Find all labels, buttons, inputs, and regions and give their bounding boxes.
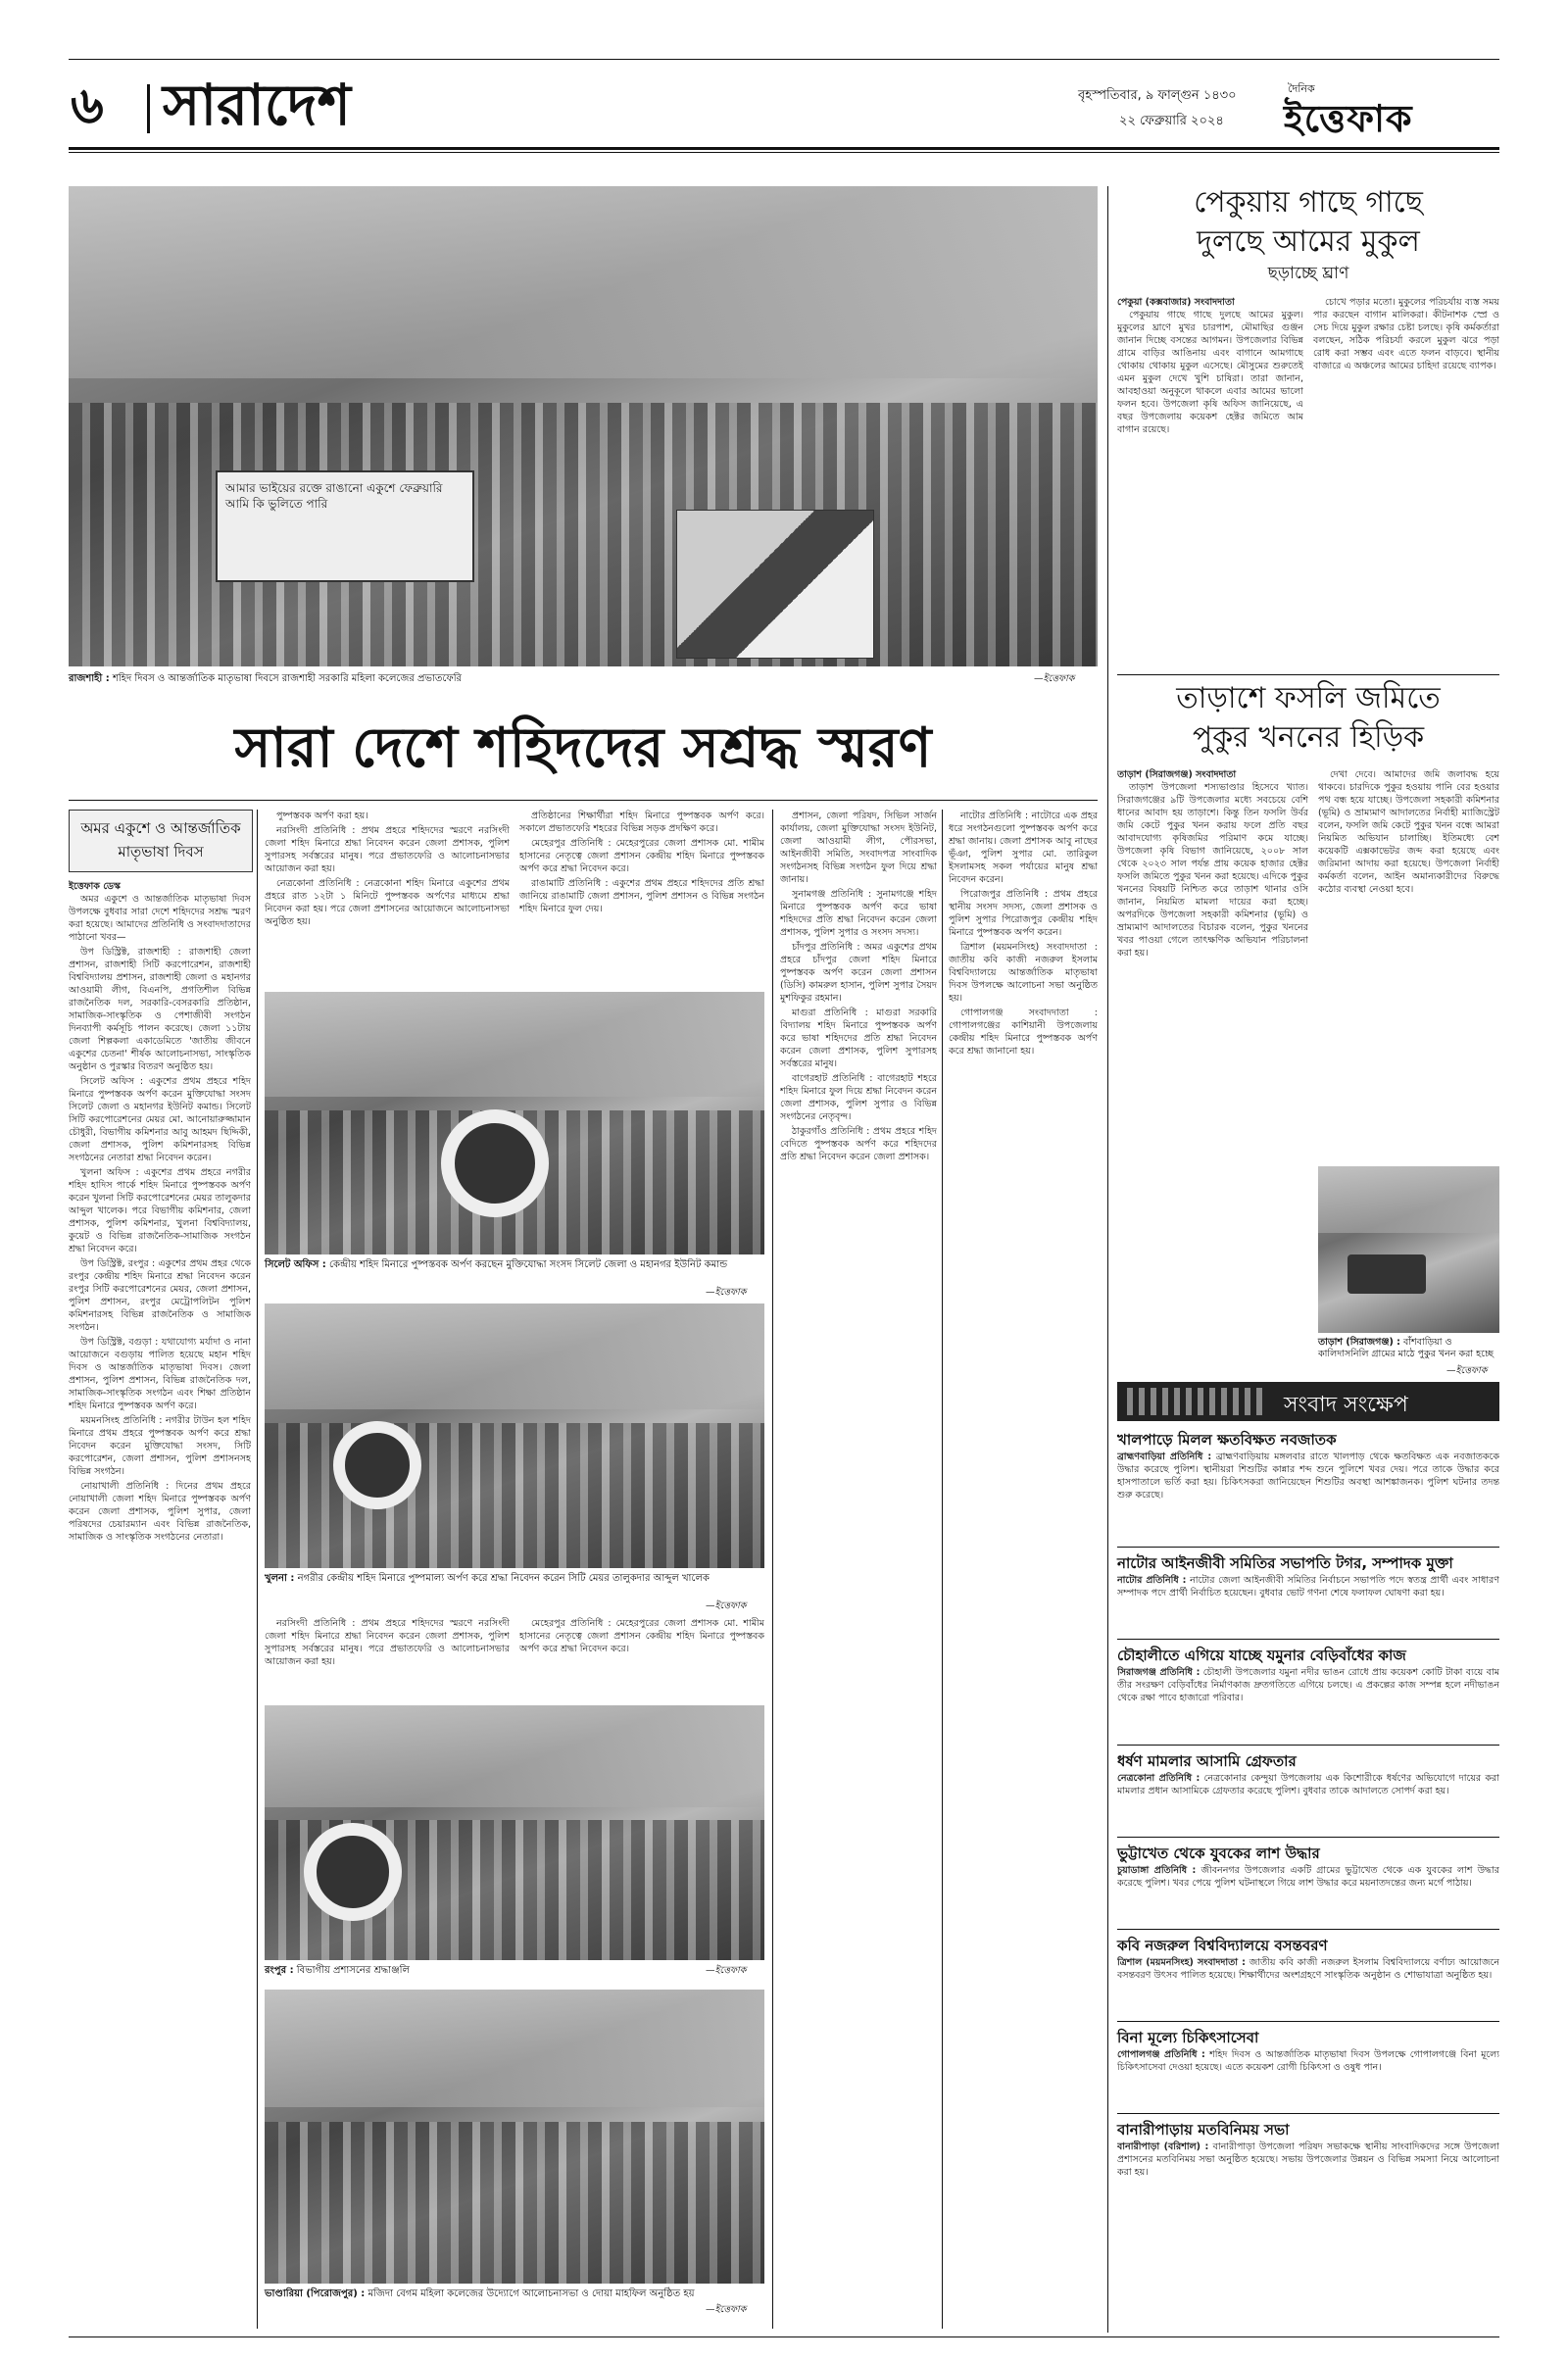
lead-headline: সারা দেশে শহিদদের সশ্রদ্ধ স্মরণ <box>234 715 932 780</box>
brief-text: ব্রাহ্মণবাড়িয়ায় মঙ্গলবার রাতে খালপাড় থেকে ক্ষতবিক্ষত এক নবজাতককে উদ্ধার করেছে পুলিশ। স্থানীয়রা শিশুটির কান্নার শব্দ শুনে পুলিশে খবর দেয়। পরে তাকে উদ্ধার করে হাসপাতালে ভর্তি করা হয়। চিকিৎসকরা জানিয়েছেন শিশুটির অবস্থা আশঙ্কাজনক। পুলিশ ঘটনার তদন্ত শুরু করেছে। <box>1117 1451 1499 1500</box>
lead-col5-para: নাটোর প্রতিনিধি : নাটোরে এক প্রহর ধরে সংগঠনগুলো পুষ্পস্তবক অর্পণ করে শ্রদ্ধা জানায়। জেলা প্রশাসক আবু নাছের ভূঁঞা, পুলিশ সুপার মো. তারিকুল ইসলামসহ সকল পর্যায়ের মানুষ শ্রদ্ধা নিবেদন করেন। <box>949 811 1098 885</box>
brief-body <box>1117 2140 1499 2229</box>
masthead-rule <box>69 147 1499 150</box>
brief-place: নাটোর প্রতিনিধি : <box>1117 1575 1187 1586</box>
lead-col3-para: রাঙামাটি প্রতিনিধি : একুশের প্রথম প্রহরে শহিদদের প্রতি শ্রদ্ধা জানিয়ে রাঙামাটি জেলা প্রশাসন, পুলিশ প্রশাসন ও বিভিন্ন সংগঠন শহিদ মিনারে ফুল দেয়। <box>519 878 764 914</box>
sidebar-divider <box>1107 186 1108 2333</box>
sylhet-caption <box>265 1258 764 1271</box>
caption-text: কেন্দ্রীয় শহিদ মিনারে পুষ্পস্তবক অর্পণ করছেন মুক্তিযোদ্ধা সংসদ সিলেট জেলা ও মহানগর ইউনিট কমান্ড <box>328 1259 728 1270</box>
briefs-banner-title: সংবাদ সংক্ষেপ <box>1284 1393 1408 1417</box>
lead-col5-para: পিরোজপুর প্রতিনিধি : প্রথম প্রহরে স্থানীয় সংসদ সদস্য, জেলা প্রশাসক ও পুলিশ সুপার পিরোজপুর কেন্দ্রীয় শহিদ মিনারে পুষ্পস্তবক অর্পণ করেন। <box>949 889 1098 938</box>
lead-col4-para: ঠাকুরগাঁও প্রতিনিধি : প্রথম প্রহরে শহিদ বেদিতে পুষ্পস্তবক অর্পণ করে শহিদদের প্রতি শ্রদ্ধা নিবেদন করেন জেলা প্রশাসক। <box>780 1126 937 1162</box>
headline-rule <box>69 800 1098 801</box>
brief-text: নাটোর জেলা আইনজীবী সমিতির নির্বাচনে সভাপতি পদে স্বতন্ত্র প্রার্থী এবং সাধারণ সম্পাদক পদে প্রার্থী নির্বাচিত হয়েছেন। বুধবার ভোট গণনা শেষে ফলাফল ঘোষণা করা হয়। <box>1117 1575 1499 1599</box>
kicker-text: অমর একুশে ও আন্তর্জাতিক মাতৃভাষা দিবস <box>80 819 241 861</box>
lead-col3-para: প্রতিষ্ঠানের শিক্ষার্থীরা শহিদ মিনারে পুষ্পস্তবক অর্পণ করে। সকালে প্রভাতফেরি শহরের বিভিন্ন সড়ক প্রদক্ষিণ করে। <box>519 811 764 834</box>
lead-col-3 <box>519 810 764 986</box>
col-divider <box>942 810 943 2329</box>
brief-body <box>1117 1772 1499 1835</box>
mango-col-2 <box>1313 296 1499 668</box>
brief-place: সিরাজগঞ্জ প্রতিনিধি : <box>1117 1667 1200 1678</box>
pond-col-1 <box>1117 768 1308 1376</box>
lead-col4-para: সুনামগঞ্জ প্রতিনিধি : সুনামগঞ্জে শহিদ মিনারে পুষ্পস্তবক অর্পণ করে ভাষা শহিদদের প্রতি শ্রদ্ধা নিবেদন করেন জেলা প্রশাসক, পুলিশ সুপার ও সংসদ সদস্য। <box>780 889 937 938</box>
brief-text: জীবননগর উপজেলার একটি গ্রামের ভুট্টাখেত থেকে এক যুবকের লাশ উদ্ধার করেছে পুলিশ। খবর পেয়ে পুলিশ ঘটনাস্থলে গিয়ে লাশ উদ্ধার করে ময়নাতদন্তের জন্য মর্গে পাঠায়। <box>1117 1865 1499 1889</box>
brief-place: ব্রাহ্মণবাড়িয়া প্রতিনিধি : <box>1117 1451 1212 1462</box>
lead-col3-para: মেহেরপুর প্রতিনিধি : মেহেরপুরের জেলা প্রশাসক মো. শামীম হাসানের নেতৃত্বে জেলা প্রশাসন কেন্দ্রীয় শহিদ মিনারে পুষ্পস্তবক অর্পণ করে শ্রদ্ধা নিবেদন করে। <box>519 1618 764 1654</box>
brief-body <box>1117 1574 1499 1637</box>
brief-text: শহিদ দিবস ও আন্তর্জাতিক মাতৃভাষা দিবস উপলক্ষে গোপালগঞ্জে বিনা মূল্যে চিকিৎসাসেবা দেওয়া হয়েছে। এতে কয়েকশ রোগী চিকিৎসা ও ওষুধ পান। <box>1117 2049 1499 2073</box>
pond-headline-1: তাড়াশে ফসলি জমিতে <box>1176 681 1441 715</box>
banner-in-photo <box>216 470 474 582</box>
brief-body <box>1117 1666 1499 1743</box>
logo-small: দৈনিক <box>1288 82 1315 95</box>
col-divider <box>772 810 773 2329</box>
lead-col-2b <box>265 1617 510 1696</box>
lead-byline: ইত্তেফাক ডেস্ক <box>69 881 121 892</box>
lead-col-4 <box>780 810 937 2329</box>
caption-text: বিভাগীয় প্রশাসনের শ্রদ্ধাঞ্জলি <box>296 1965 410 1976</box>
date-bengali: বৃহস্পতিবার, ৯ ফাল্গুন ১৪৩০ <box>1078 88 1237 103</box>
brief-place: চুয়াডাঙ্গা প্রতিনিধি : <box>1117 1865 1197 1876</box>
khulna-photo <box>265 1303 764 1568</box>
section-title: সারাদেশ <box>163 72 351 138</box>
briefs-banner-decoration <box>1127 1388 1264 1415</box>
top-rule <box>69 59 1499 60</box>
rangpur-caption <box>265 1964 657 1977</box>
col-divider <box>257 810 258 2329</box>
caption-place: তাড়াশ (সিরাজগঞ্জ) : <box>1318 1337 1400 1348</box>
bhandaria-photo <box>265 1990 764 2284</box>
sylhet-credit: —ইত্তেফাক <box>706 1287 747 1298</box>
caption-place: ভাণ্ডারিয়া (পিরোজপুর) : <box>265 2288 366 2299</box>
story-rule <box>1117 674 1499 675</box>
brief-title: বানারীপাড়ায় মতবিনিময় সভা <box>1117 2121 1290 2139</box>
lead-col4-para: চাঁদপুর প্রতিনিধি : অমর একুশের প্রথম প্রহরে চাঁদপুর জেলা শহিদ মিনারে পুষ্পস্তবক অর্পণ করেন জেলা প্রশাসন (ডিসি) কামরুল হাসান, পুলিশ সুপার সৈয়দ মুশফিকুর রহমান। <box>780 942 937 1004</box>
sylhet-photo <box>265 992 764 1254</box>
brief-body <box>1117 1451 1499 1545</box>
caption-text: নগরীর কেন্দ্রীয় শহিদ মিনারে পুষ্পমাল্য অর্পণ করে শ্রদ্ধা নিবেদন করেন সিটি মেয়র তালুকদার আব্দুল খালেক <box>297 1573 710 1584</box>
mango-headline-2: দুলছে আমের মুকুল <box>1197 224 1420 259</box>
caption-text: শহিদ দিবস ও আন্তর্জাতিক মাতৃভাষা দিবসে রাজশাহী সরকারি মহিলা কলেজের প্রভাতফেরি <box>112 673 463 684</box>
khulna-credit: —ইত্তেফাক <box>706 1600 747 1611</box>
date-english: ২২ ফেব্রুয়ারি ২০২৪ <box>1119 114 1224 128</box>
lead-col4-para: প্রশাসন, জেলা পরিষদ, সিভিল সার্জন কার্যালয়, জেলা মুক্তিযোদ্ধা সংসদ ইউনিট, জেলা আওয়ামী লীগ, পৌরসভা, আইনজীবী সমিতি, সংবাদপত্র সাংবাদিক সংগঠনসহ বিভিন্ন সংগঠন ফুল দিয়ে শ্রদ্ধা জানায়। <box>780 811 937 885</box>
brief-place: ত্রিশাল (ময়মনসিংহ) সংবাদদাতা : <box>1117 1957 1246 1968</box>
excavator-in-photo <box>1348 1254 1426 1294</box>
pond-col-2 <box>1318 768 1499 1160</box>
wreath-in-photo <box>333 1421 421 1509</box>
lead-col3-para: মেহেরপুর প্রতিনিধি : মেহেরপুরের জেলা প্রশাসক মো. শামীম হাসানের নেতৃত্বে জেলা প্রশাসন কেন্দ্রীয় শহিদ মিনারে পুষ্পস্তবক অর্পণ করে শ্রদ্ধা নিবেদন করে। <box>519 838 764 874</box>
lead-col-3b <box>519 1617 764 1696</box>
brief-body <box>1117 1956 1499 2019</box>
brief-place: নেত্রকোনা প্রতিনিধি : <box>1117 1773 1200 1784</box>
brief-rule <box>1117 2021 1499 2022</box>
flag-in-photo <box>676 510 874 659</box>
rangpur-credit: —ইত্তেফাক <box>706 1965 747 1976</box>
lead-col2-para: নরসিংদী প্রতিনিধি : প্রথম প্রহরে শহিদদের স্মরণে নরসিংদী জেলা শহিদ মিনারে শ্রদ্ধা নিবেদন করেন জেলা প্রশাসক, পুলিশ সুপারসহ সর্বস্তরের মানুষ। পরে প্রভাতফেরি ও আলোচনাসভার আয়োজন করা হয়। <box>265 1618 510 1667</box>
tarash-credit: —ইত্তেফাক <box>1446 1365 1488 1376</box>
mango-para: চোখে পড়ার মতো। মুকুলের পরিচর্যায় ব্যস্ত সময় পার করছেন বাগান মালিকরা। কীটনাশক স্প্রে ও সেচ দিয়ে মুকুল রক্ষার চেষ্টা চলছে। কৃষি কর্মকর্তারা বলছেন, সঠিক পরিচর্যা করলে মুকুল ঝরে পড়া রোধ করা সম্ভব এবং এতে ফলন বাড়বে। স্থানীয় বাজারে এ অঞ্চলের আমের চাহিদা রয়েছে ব্যাপক। <box>1313 297 1499 371</box>
brief-title: ভুট্টাখেত থেকে যুবকের লাশ উদ্ধার <box>1117 1845 1320 1862</box>
caption-place: খুলনা : <box>265 1573 295 1584</box>
brief-title: চৌহালীতে এগিয়ে যাচ্ছে যমুনার বেড়িবাঁধের কাজ <box>1117 1647 1406 1664</box>
pond-para: তাড়াশ উপজেলা শস্যভাণ্ডার হিসেবে খ্যাত। সিরাজগঞ্জের ৯টি উপজেলার মধ্যে সবচেয়ে বেশি ধানের আবাদ হয় তাড়াশে। কিন্তু তিন ফসলি উর্বর জমি কেটে পুকুর খনন করায় ফলে প্রতি বছর আবাদযোগ্য কৃষিজমির পরিমাণ কমে যাচ্ছে। উপজেলা কৃষি বিভাগ জানিয়েছে, ২০০৮ সাল থেকে ২০২৩ সাল পর্যন্ত প্রায় কয়েক হাজার হেক্টর ফসলি জমিতে পুকুর খনন করা হয়েছে। এদিকে পুকুর খননের বিষয়টি নিশ্চিত করে তাড়াশ থানার ওসি জানান, নিয়মিত মামলা দায়ের করা হচ্ছে। অপরদিকে উপজেলা সহকারী কমিশনার (ভূমি) ও ভ্রাম্যমাণ আদালতের বিচারক বলেন, পুকুর খননের খবর পাওয়া গেলে তাৎক্ষণিক অভিযান পরিচালনা করা হয়। <box>1117 782 1308 959</box>
brief-text: চৌহালী উপজেলার যমুনা নদীর ভাঙন রোধে প্রায় কয়েকশ কোটি টাকা ব্যয়ে বাম তীর সংরক্ষণ বেড়িবাঁধের নির্মাণকাজ দ্রুতগতিতে এগিয়ে চলছে। এ প্রকল্পের কাজ সম্পন্ন হলে নদীভাঙন থেকে রক্ষা পাবে হাজারো পরিবার। <box>1117 1667 1499 1703</box>
pond-para: দেখা দেবে। আমাদের জমি জলাবদ্ধ হয়ে থাকবে। চারদিকে পুকুর হওয়ায় পানি বের হওয়ার পথ বন্ধ হয়ে যাচ্ছে। উপজেলা সহকারী কমিশনার (ভূমি) ও ভ্রাম্যমাণ আদালতের নির্বাহী ম্যাজিস্ট্রেট বলেন, ফসলি জমি কেটে পুকুর খনন বন্ধে আমরা নিয়মিত অভিযান চালাচ্ছি। ইতিমধ্যে বেশ কয়েকটি এক্সকাভেটর জব্দ করা হয়েছে এবং জরিমানা আদায় করা হয়েছে। উপজেলা নির্বাহী কর্মকর্তা বলেন, আইন অমান্যকারীদের বিরুদ্ধে কঠোর ব্যবস্থা নেওয়া হবে। <box>1318 769 1499 895</box>
brief-title: নাটোর আইনজীবী সমিতির সভাপতি টগর, সম্পাদক মুক্তা <box>1117 1554 1453 1572</box>
newspaper-logo <box>1284 78 1499 140</box>
lead-col1-para: খুলনা অফিস : একুশের প্রথম প্রহরে নগরীর শহিদ হাদিস পার্কে শহিদ মিনারে পুষ্পস্তবক অর্পণ করেন খুলনা সিটি করপোরেশনের মেয়র তালুকদার আব্দুল খালেক। পরে বিভাগীয় কমিশনার, জেলা প্রশাসক, পুলিশ কমিশনার, খুলনা বিশ্ববিদ্যালয়, কুয়েট ও বিভিন্ন রাজনৈতিক-সামাজিক সংগঠন শ্রদ্ধা নিবেদন করে। <box>69 1167 251 1254</box>
brief-rule <box>1117 1745 1499 1746</box>
briefs-banner <box>1117 1382 1499 1421</box>
masthead-divider <box>147 84 150 133</box>
lead-col1-para: সিলেট অফিস : একুশের প্রথম প্রহরে শহিদ মিনারে পুষ্পস্তবক অর্পণ করেন মুক্তিযোদ্ধা সংসদ সিলেট জেলা ও মহানগর ইউনিট কমান্ড। সিলেট সিটি করপোরেশনের মেয়র মো. আনোয়ারুজ্জামান চৌধুরী, বিভাগীয় কমিশনার আবু আহমদ ছিদ্দিকী, জেলা প্রশাসক, পুলিশ কমিশনারসহ বিভিন্ন সংগঠনের নেতারা শ্রদ্ধা নিবেদন করেন। <box>69 1076 251 1163</box>
brief-rule <box>1117 1929 1499 1930</box>
bhandaria-caption <box>265 2287 764 2300</box>
main-photo-caption <box>69 672 951 685</box>
brief-text: বানারীপাড়া উপজেলা পরিষদ সভাকক্ষে স্থানীয় সাংবাদিকদের সঙ্গে উপজেলা প্রশাসনের মতবিনিময় সভা অনুষ্ঠিত হয়েছে। সভায় উপজেলার উন্নয়ন ও বিভিন্ন সমস্যা নিয়ে আলোচনা করা হয়। <box>1117 2141 1499 2178</box>
brief-title: বিনা মূল্যে চিকিৎসাসেবা <box>1117 2029 1259 2046</box>
lead-col5-para: ত্রিশাল (ময়মনসিংহ) সংবাদদাতা : জাতীয় কবি কাজী নজরুল ইসলাম বিশ্ববিদ্যালয়ে আন্তর্জাতিক মাতৃভাষা দিবস উপলক্ষে আলোচনা সভা অনুষ্ঠিত হয়। <box>949 942 1098 1004</box>
main-photo <box>69 186 1098 666</box>
caption-text: মজিদা বেগম মহিলা কলেজের উদ্যোগে আলোচনাসভা ও দোয়া মাহফিল অনুষ্ঠিত হয় <box>368 2288 695 2299</box>
pond-headline-2: পুকুর খননের হিড়িক <box>1192 720 1425 755</box>
mango-headline-1: পেকুয়ায় গাছে গাছে <box>1194 185 1423 220</box>
lead-col1-para: উপ ডিস্ট্রিক্ট, রাজশাহী : রাজশাহী জেলা প্রশাসন, রাজশাহী সিটি করপোরেশন, রাজশাহী বিশ্ববিদ্যালয় প্রশাসন, রাজশাহী জেলা ও মহানগর আওয়ামী লীগ, বিএনপি, প্রগতিশীল বিভিন্ন রাজনৈতিক দল, সরকারি-বেসরকারি প্রতিষ্ঠান, সামাজিক-সাংস্কৃতিক ও পেশাজীবী সংগঠন দিনব্যাপী কর্মসূচি পালন করেছে। জেলা ১১টায় জেলা শিল্পকলা একাডেমিতে 'জাতীয় জীবনে একুশের চেতনা' শীর্ষক আলোচনাসভা, সাংস্কৃতিক অনুষ্ঠান ও পুরস্কার বিতরণ অনুষ্ঠিত হয়। <box>69 947 251 1072</box>
caption-place: সিলেট অফিস : <box>265 1259 326 1270</box>
brief-text: নেত্রকোনার কেন্দুয়া উপজেলায় এক কিশোরীকে ধর্ষণের অভিযোগে দায়ের করা মামলার প্রধান আসামিকে গ্রেফতার করেছে পুলিশ। বুধবার তাকে আদালতে সোপর্দ করা হয়। <box>1117 1773 1499 1796</box>
lead-col1-para: উপ ডিস্ট্রিক্ট, বগুড়া : যথাযোগ্য মর্যাদা ও নানা আয়োজনে বগুড়ায় পালিত হয়েছে মহান শহিদ দিবস ও আন্তর্জাতিক মাতৃভাষা দিবস। জেলা প্রশাসন, পুলিশ প্রশাসন, বিভিন্ন রাজনৈতিক দল, সামাজিক-সাংস্কৃতিক সংগঠন এবং শিক্ষা প্রতিষ্ঠান শহিদ মিনারে পুষ্পস্তবক অর্পণ করে। <box>69 1337 251 1411</box>
bottom-rule <box>69 2336 1499 2337</box>
caption-text: বাঁশবাড়িয়া ও কালিদাসনিলি গ্রামের মাঠে পুকুর খনন করা হচ্ছে <box>1318 1337 1494 1359</box>
brief-rule <box>1117 1547 1499 1548</box>
brief-title: খালপাড়ে মিলল ক্ষতবিক্ষত নবজাতক <box>1117 1431 1337 1449</box>
lead-col1-para: ময়মনসিংহ প্রতিনিধি : নগরীর টাউন হল শহিদ মিনারে প্রথম প্রহরে পুষ্পস্তবক অর্পণ করে শ্রদ্ধা নিবেদন করেন মুক্তিযোদ্ধা সংসদ, সিটি করপোরেশন, জেলা প্রশাসন, পুলিশ প্রশাসনসহ বিভিন্ন সংগঠন। <box>69 1415 251 1477</box>
lead-col2-para: পুষ্পস্তবক অর্পণ করা হয়। <box>276 811 368 821</box>
lead-col2-para: নরসিংদী প্রতিনিধি : প্রথম প্রহরে শহিদদের স্মরণে নরসিংদী জেলা শহিদ মিনারে শ্রদ্ধা নিবেদন করেন জেলা প্রশাসক, পুলিশ সুপারসহ সর্বস্তরের মানুষ। পরে প্রভাতফেরি ও আলোচনাসভার আয়োজন করা হয়। <box>265 825 510 874</box>
banner-text: আমার ভাইয়ের রক্তে রাঙানো একুশে ফেব্রুয়ারি আমি কি ভুলিতে পারি <box>225 481 443 511</box>
brief-place: গোপালগঞ্জ প্রতিনিধি : <box>1117 2049 1205 2060</box>
logo-text: ইত্তেফাক <box>1284 96 1413 140</box>
wreath-in-photo <box>304 1823 402 1921</box>
page-number: ৬ <box>71 75 104 135</box>
lead-col-1 <box>69 880 251 2331</box>
rangpur-photo <box>265 1705 764 1960</box>
khulna-caption <box>265 1572 764 1585</box>
brief-body <box>1117 1864 1499 1927</box>
masthead-rule-thin <box>69 152 1499 153</box>
brief-rule <box>1117 1639 1499 1640</box>
brief-place: বানারীপাড়া (বরিশাল) : <box>1117 2141 1209 2152</box>
lead-col1-para: উপ ডিস্ট্রিক্ট, রংপুর : একুশের প্রথম প্রহর থেকে রংপুর কেন্দ্রীয় শহিদ মিনারে শ্রদ্ধা নিবেদন করেন রংপুর সিটি করপোরেশনের মেয়র, জেলা প্রশাসন, পুলিশ প্রশাসন, রংপুর মেট্রোপলিটন পুলিশ কমিশনারসহ বিভিন্ন রাজনৈতিক ও সামাজিক সংগঠন। <box>69 1258 251 1333</box>
caption-place: রংপুর : <box>265 1965 294 1976</box>
wreath-in-photo <box>441 1109 549 1217</box>
bhandaria-credit: —ইত্তেফাক <box>706 2304 747 2315</box>
brief-text: জাতীয় কবি কাজী নজরুল ইসলাম বিশ্ববিদ্যালয়ে বর্ণাঢ্য আয়োজনে বসন্তবরণ উৎসব পালিত হয়েছে। শিক্ষার্থীদের অংশগ্রহণে সাংস্কৃতিক অনুষ্ঠান ও শোভাযাত্রা অনুষ্ঠিত হয়। <box>1117 1957 1499 1981</box>
mango-subhead: ছড়াচ্ছে ঘ্রাণ <box>1267 264 1349 283</box>
mango-col-1 <box>1117 296 1303 668</box>
caption-place: রাজশাহী : <box>69 673 110 684</box>
brief-body <box>1117 2048 1499 2111</box>
brief-rule <box>1117 1837 1499 1838</box>
lead-col-2 <box>265 810 510 986</box>
mango-byline: পেকুয়া (কক্সবাজার) সংবাদদাতা <box>1117 297 1235 308</box>
brief-title: ধর্ষণ মামলার আসামি গ্রেফতার <box>1117 1752 1297 1770</box>
pond-byline: তাড়াশ (সিরাজগঞ্জ) সংবাদদাতা <box>1117 769 1237 780</box>
lead-col1-para: অমর একুশে ও আন্তর্জাতিক মাতৃভাষা দিবস উপলক্ষে বুধবার সারা দেশে শহিদদের সশ্রদ্ধ স্মরণ করা হয়েছে। আমাদের প্রতিনিধি ও সংবাদদাতাদের পাঠানো খবর— <box>69 894 251 943</box>
lead-col2-para: নেত্রকোনা প্রতিনিধি : নেত্রকোনা শহিদ মিনারে একুশের প্রথম প্রহরে রাত ১২টা ১ মিনিটে পুষ্পস্তবক অর্পণের মাধ্যমে শ্রদ্ধা নিবেদন করা হয়। পরে জেলা প্রশাসনের আয়োজনে আলোচনাসভা অনুষ্ঠিত হয়। <box>265 878 510 927</box>
tarash-caption <box>1318 1337 1499 1360</box>
lead-col1-para: নোয়াখালী প্রতিনিধি : দিনের প্রথম প্রহরে নোয়াখালী জেলা শহিদ মিনারে পুষ্পস্তবক অর্পণ করেন জেলা প্রশাসক, পুলিশ সুপার, জেলা পরিষদের চেয়ারম্যান এবং বিভিন্ন রাজনৈতিক, সামাজিক ও সাংস্কৃতিক সংগঠনের নেতারা। <box>69 1481 251 1543</box>
lead-col4-para: বাগেরহাট প্রতিনিধি : বাগেরহাট শহরে শহিদ মিনারে ফুল দিয়ে শ্রদ্ধা নিবেদন করেন জেলা প্রশাসক, পুলিশ সুপার ও বিভিন্ন সংগঠনের নেতৃবৃন্দ। <box>780 1073 937 1122</box>
tarash-photo <box>1318 1166 1499 1333</box>
lead-kicker <box>69 810 253 872</box>
lead-col5-para: গোপালগঞ্জ সংবাদদাতা : গোপালগঞ্জের কাশিয়ানী উপজেলায় কেন্দ্রীয় শহিদ মিনারে পুষ্পস্তবক অর্পণ করে শ্রদ্ধা জানানো হয়। <box>949 1008 1098 1057</box>
mango-para: পেকুয়ায় গাছে গাছে দুলছে আমের মুকুল। মুকুলের ঘ্রাণে মুখর চারপাশ, মৌমাছির গুঞ্জন জানান দিচ্ছে বসন্তের আগমন। উপজেলার বিভিন্ন গ্রামে বাড়ির আঙিনায় এবং বাগানে আমগাছে থোকায় থোকায় মুকুল এসেছে। মৌসুমের শুরুতেই এমন মুকুল দেখে খুশি চাষিরা। তারা জানান, আবহাওয়া অনুকূলে থাকলে এবার আমের ভালো ফলন হবে। উপজেলা কৃষি অফিস জানিয়েছে, এ বছর উপজেলায় কয়েকশ হেক্টর জমিতে আম বাগান রয়েছে। <box>1117 310 1303 435</box>
main-photo-credit: —ইত্তেফাক <box>1034 673 1075 684</box>
lead-col4-para: মাগুরা প্রতিনিধি : মাগুরা সরকারি বিদ্যালয় শহিদ মিনারে পুষ্পস্তবক অর্পণ করে ভাষা শহিদদের প্রতি শ্রদ্ধা নিবেদন করেন জেলা প্রশাসক, পুলিশ সুপারসহ সর্বস্তরের মানুষ। <box>780 1008 937 1069</box>
brief-title: কবি নজরুল বিশ্ববিদ্যালয়ে বসন্তবরণ <box>1117 1937 1328 1954</box>
brief-rule <box>1117 2113 1499 2114</box>
lead-col-5 <box>949 810 1098 2329</box>
